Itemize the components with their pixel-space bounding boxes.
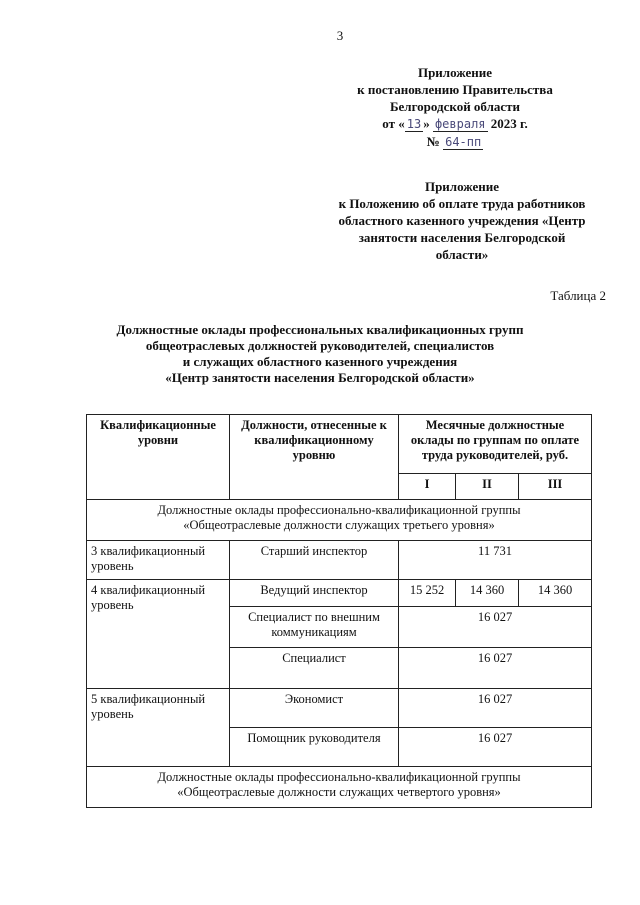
salary-cell: 15 252 (399, 580, 456, 607)
position-cell: Специалист по внешним коммуникациям (230, 607, 399, 648)
table-row (87, 580, 592, 607)
date-month: февраля (434, 117, 486, 131)
page-number: 3 (336, 28, 344, 43)
salary-cell: 16 027 (399, 689, 592, 728)
salary-cell: 11 731 (399, 541, 592, 580)
position-cell: Помощник руководителя (230, 728, 399, 767)
table-row (87, 541, 592, 580)
appendix-reference: к постановлению Правительства (357, 82, 553, 97)
level-cell: 3 квалификационный уровень (87, 541, 230, 580)
table-row (87, 500, 592, 541)
appendix-reference: к Положению об оплате труда работников (338, 196, 586, 211)
table-title: Должностные оклады профессиональных квалификационных групп общеотраслевых должностей руководителей, специалистов и служащих областного казенного учреждения «Центр занятости населения Белгородской области» (116, 322, 524, 385)
appendix-reference: области» (435, 247, 489, 262)
position-cell: Ведущий инспектор (230, 580, 399, 607)
date-day: 13 (406, 117, 422, 131)
salary-cell: 14 360 (519, 580, 592, 607)
position-cell: Экономист (230, 689, 399, 728)
group-third-level: Должностные оклады профессионально-квалификационной группы «Общеотраслевые должности служащих третьего уровня» (87, 500, 592, 541)
table-row (87, 689, 592, 728)
salary-cell: 16 027 (399, 607, 592, 648)
appendix-regulation-header (322, 178, 602, 263)
level-cell: 4 квалификационный уровень (87, 580, 230, 689)
appendix-region: Белгородской области (389, 99, 521, 114)
appendix-title: Приложение (417, 65, 493, 80)
appendix-title: Приложение (424, 179, 500, 194)
appendix-number: № 64-пп (426, 134, 482, 149)
header-positions: Должности, отнесенные к квалификационному уровню (230, 415, 399, 500)
header-group-3: III (519, 474, 592, 500)
appendix-reference: областного казенного учреждения «Центр (338, 213, 586, 228)
header-group-1: I (399, 474, 456, 500)
header-group-2: II (456, 474, 519, 500)
appendix-reference: занятости населения Белгородской (358, 230, 566, 245)
document-number: 64-пп (445, 135, 482, 149)
appendix-date: от « 13 » февраля 2023 г. (382, 116, 528, 131)
header-salaries: Месячные должностные оклады по группам по оплате труда руководителей, руб. (399, 415, 592, 474)
table-label: Таблица 2 (550, 288, 606, 303)
salary-table (86, 414, 592, 808)
level-cell: 5 квалификационный уровень (87, 689, 230, 767)
salary-cell: 16 027 (399, 728, 592, 767)
date-year: 2023 г. (490, 116, 528, 131)
table-header-row (87, 415, 592, 474)
salary-cell: 16 027 (399, 648, 592, 689)
salary-cell: 14 360 (456, 580, 519, 607)
position-cell: Старший инспектор (230, 541, 399, 580)
header-levels: Квалификационные уровни (87, 415, 230, 500)
group-fourth-level: Должностные оклады профессионально-квалификационной группы «Общеотраслевые должности служащих четвертого уровня» (87, 767, 592, 808)
appendix-government-header (330, 64, 580, 151)
table-row (87, 767, 592, 808)
position-cell: Специалист (230, 648, 399, 689)
